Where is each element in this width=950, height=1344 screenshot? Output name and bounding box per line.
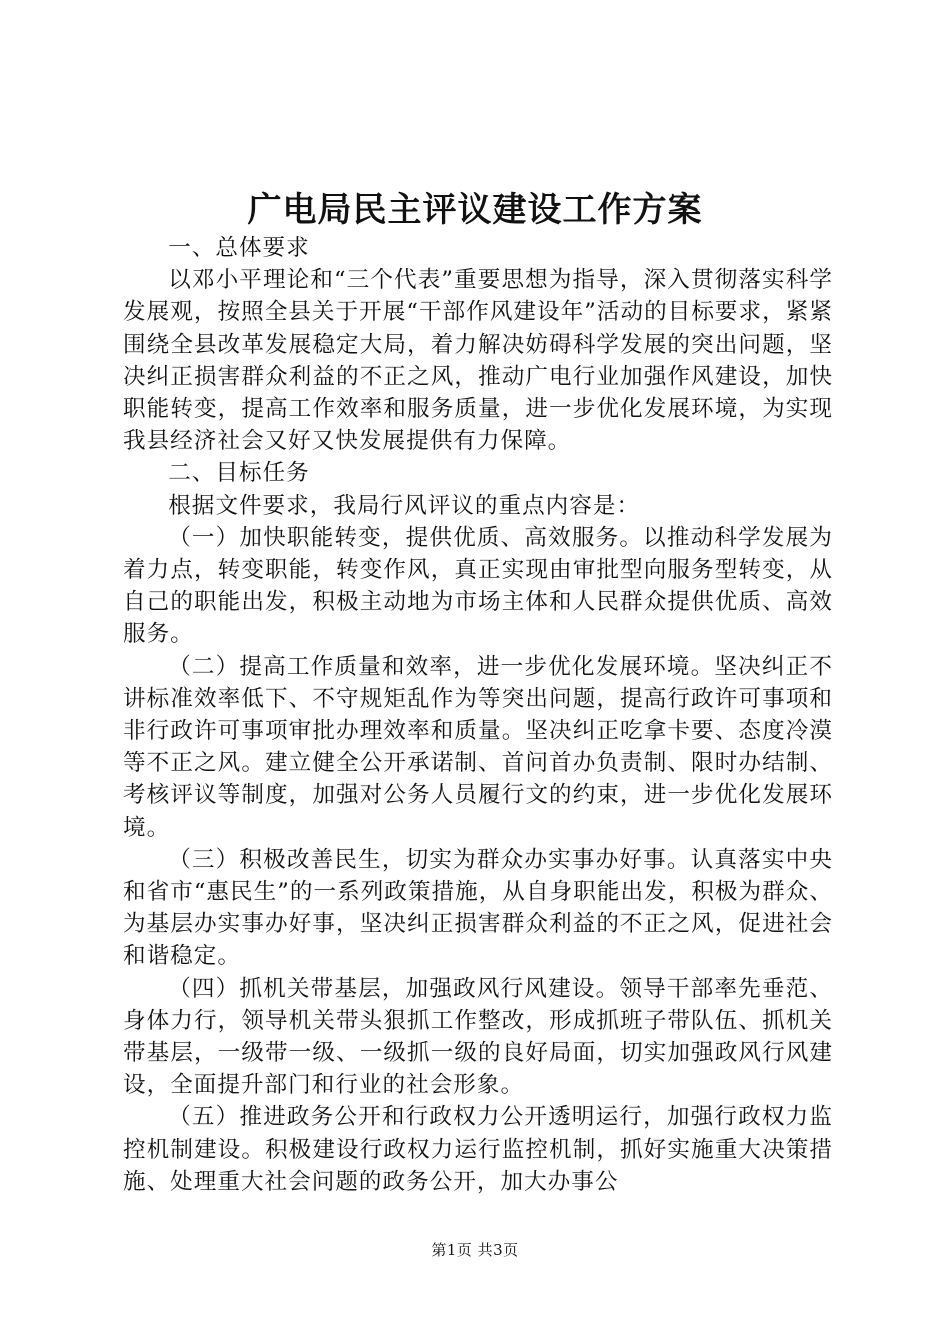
paragraph-task-4: （四）抓机关带基层，加强政风行风建设。领导干部率先垂范、身体力行，领导机关带头狠抓工作整改，形成抓班子带队伍、抓机关带基层，一级带一级、一级抓一级的良好局面，切实加强政风行风建设，全面提升部门和行业的社会形象。 [123,975,833,1099]
section-heading-tasks: 二、目标任务 [168,460,310,487]
paragraph-tasks-intro: 根据文件要求，我局行风评议的重点内容是： [168,492,641,519]
paragraph-task-3: （三）积极改善民生，切实为群众办实事办好事。认真落实中央和省市“惠民生”的一系列政策措施，从自身职能出发，积极为群众、为基层办实事办好事，坚决纠正损害群众利益的不正之风，促进社会和谐稳定。 [123,846,833,970]
paragraph-task-2: （二）提高工作质量和效率，进一步优化发展环境。坚决纠正不讲标准效率低下、不守规矩乱作为等突出问题，提高行政许可事项和非行政许可事项审批办理效率和质量。坚决纠正吃拿卡要、态度冷漠等不正之风。建立健全公开承诺制、首问首办负责制、限时办结制、考核评议等制度，加强对公务人员履行文的约束，进一步优化发展环境。 [123,653,833,841]
document-body [123,232,833,1198]
page-footer: 第1页 共3页 [431,1241,519,1259]
document-title: 广电局民主评议建设工作方案 [247,190,703,230]
section-heading-general: 一、总体要求 [168,235,310,261]
paragraph-task-1: （一）加快职能转变，提供优质、高效服务。以推动科学发展为着力点，转变职能，转变作风，真正实现由审批型向服务型转变，从自己的职能出发，积极主动地为市场主体和人民群众提供优质、高效服务。 [123,524,833,648]
paragraph-general-requirements: 以邓小平理论和“三个代表”重要思想为指导，深入贯彻落实科学发展观，按照全县关于开展“干部作风建设年”活动的目标要求，紧紧围绕全县改革发展稳定大局，着力解决妨碍科学发展的突出问题，坚决纠正损害群众利益的不正之风，推动广电行业加强作风建设，加快职能转变，提高工作效率和服务质量，进一步优化发展环境，为实现我县经济社会又好又快发展提供有力保障。 [123,267,833,455]
paragraph-task-5: （五）推进政务公开和行政权力公开透明运行，加强行政权力监控机制建设。积极建设行政权力运行监控机制，抓好实施重大决策措施、处理重大社会问题的政务公开，加大办事公 [123,1104,833,1195]
